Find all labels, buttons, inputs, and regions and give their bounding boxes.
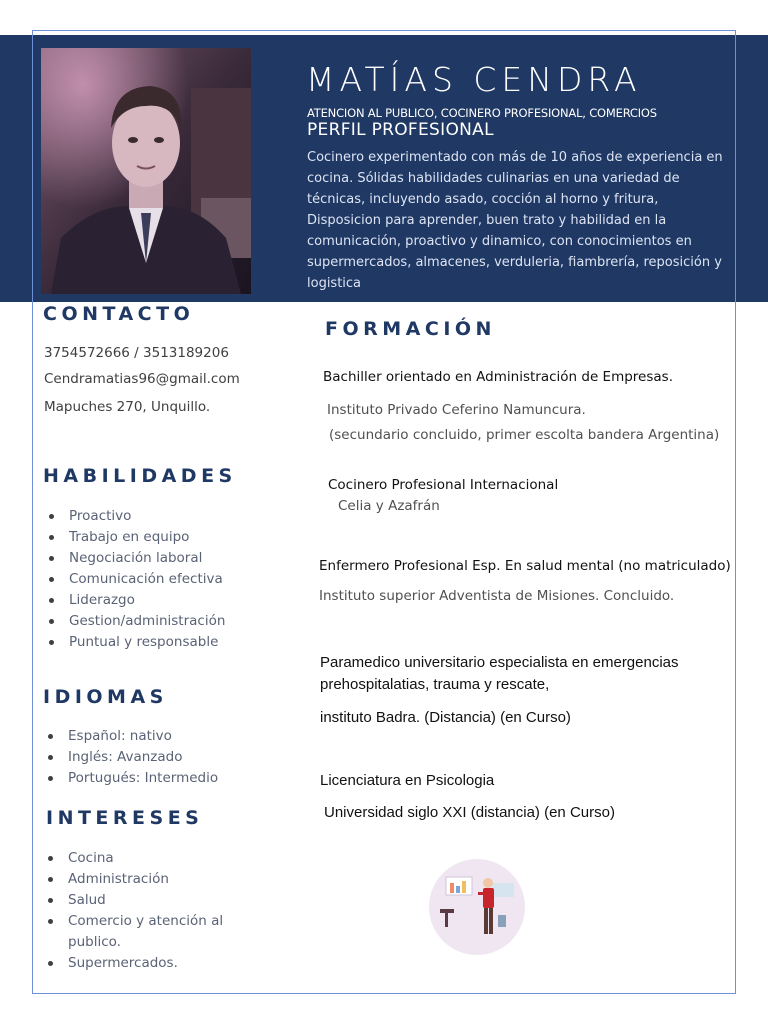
education-degree-continued: prehospitalatias, trauma y rescate, — [320, 676, 550, 693]
businessman-illustration — [428, 857, 526, 957]
interests-title: INTERESES — [46, 807, 204, 829]
contact-address: Mapuches 270, Unquillo. — [44, 399, 211, 415]
list-item: Supermercados. — [43, 953, 243, 974]
education-institution: Instituto Privado Ceferino Namuncura. — [327, 402, 586, 418]
education-degree: Cocinero Profesional Internacional — [328, 477, 559, 493]
education-institution: Celia y Azafrán — [338, 498, 440, 514]
list-item: Trabajo en equipo — [44, 527, 225, 548]
skills-list — [44, 506, 225, 653]
education-degree: Paramedico universitario especialista en emergencias — [320, 654, 679, 671]
education-title: FORMACIÓN — [325, 318, 496, 340]
list-item: Comercio y atención al publico. — [43, 911, 228, 953]
headline: ATENCION AL PUBLICO, COCINERO PROFESIONAL, COMERCIOS — [307, 106, 657, 120]
list-item: Español: nativo — [43, 726, 218, 747]
list-item: Liderazgo — [44, 590, 225, 611]
profile-text: Cocinero experimentado con más de 10 años de experiencia en cocina. Sólidas habilidades culinarias en una variedad de técnicas, incluyendo asado, cocción al horno y fritura, Disposicion para aprender, buen trato y habilidad en la comunicación, proactivo y dinamico, con conocimientos en supermercados, almacenes, verduleria, fiambrería, reposición y logistica — [307, 150, 723, 291]
list-item: Puntual y responsable — [44, 632, 225, 653]
interests-list — [43, 848, 243, 974]
education-degree: Bachiller orientado en Administración de Empresas. — [323, 369, 673, 385]
list-item: Cocina — [43, 848, 243, 869]
languages-list — [43, 726, 218, 789]
contact-email[interactable]: Cendramatias96@gmail.com — [44, 371, 240, 387]
education-institution: Instituto superior Adventista de Misiones. Concluido. — [319, 588, 675, 604]
contact-title: CONTACTO — [43, 303, 195, 325]
list-item: Inglés: Avanzado — [43, 747, 218, 768]
profile-title: PERFIL PROFESIONAL — [307, 120, 494, 140]
list-item: Proactivo — [44, 506, 225, 527]
full-name: MATÍAS CENDRA — [306, 60, 642, 99]
languages-title: IDIOMAS — [43, 686, 168, 708]
contact-phone: 3754572666 / 3513189206 — [44, 345, 229, 361]
list-item: Salud — [43, 890, 243, 911]
education-institution: instituto Badra. (Distancia) (en Curso) — [320, 709, 571, 726]
list-item: Portugués: Intermedio — [43, 768, 218, 789]
profile-photo — [41, 48, 251, 294]
education-institution: Universidad siglo XXI (distancia) (en Curso) — [324, 804, 615, 821]
list-item: Comunicación efectiva — [44, 569, 225, 590]
list-item: Administración — [43, 869, 243, 890]
list-item: Negociación laboral — [44, 548, 225, 569]
education-note: (secundario concluido, primer escolta bandera Argentina) — [329, 427, 720, 443]
skills-title: HABILIDADES — [43, 465, 237, 487]
list-item: Gestion/administración — [44, 611, 225, 632]
education-degree: Licenciatura en Psicologia — [320, 772, 495, 789]
education-degree: Enfermero Profesional Esp. En salud mental (no matriculado) — [319, 558, 731, 574]
